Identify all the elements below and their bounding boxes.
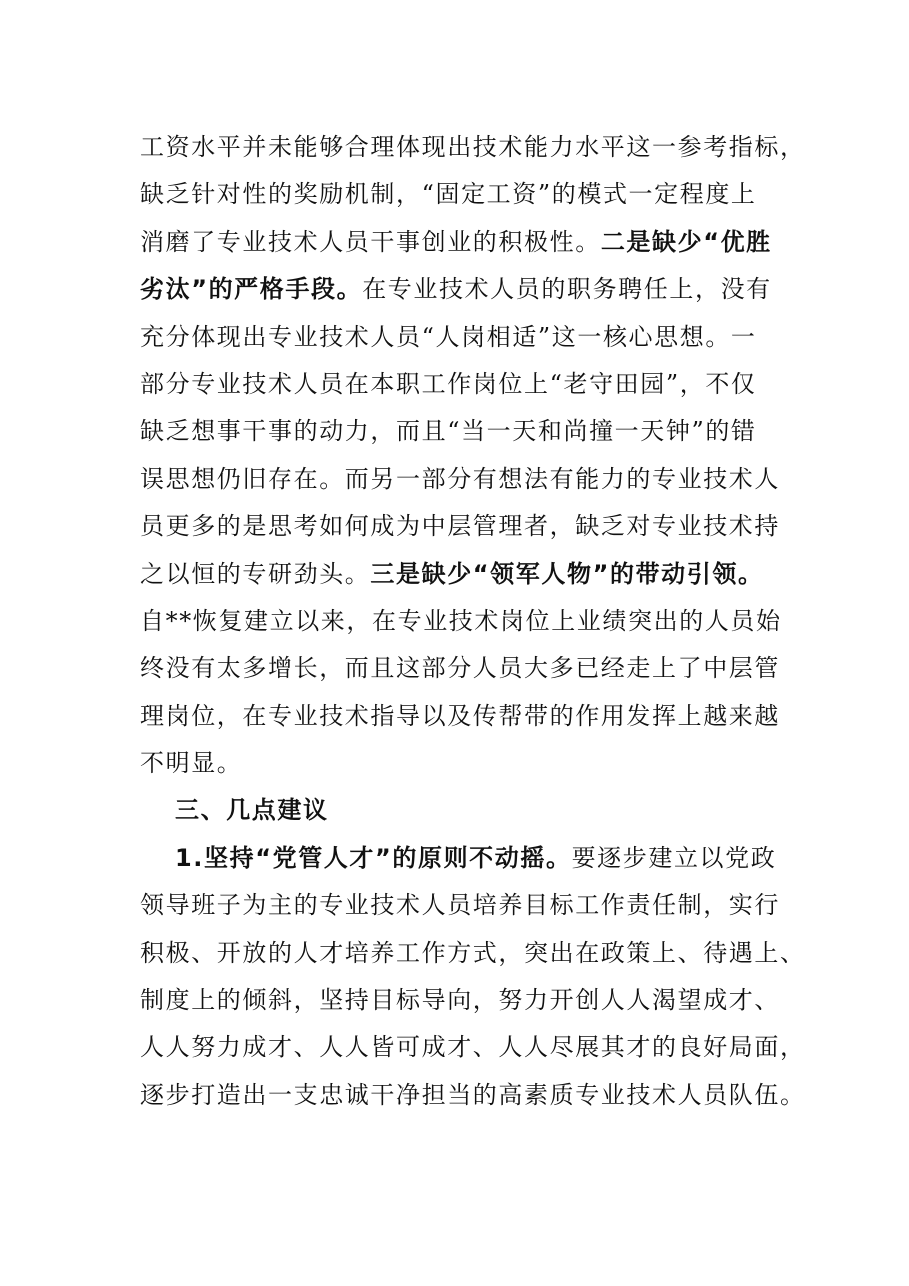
text-line bbox=[140, 266, 780, 313]
text-run: 误思想仍旧存在。而另一部分有想法有能力的专业技术人 bbox=[140, 464, 780, 493]
text-line bbox=[140, 551, 780, 598]
text-run: 理岗位，在专业技术指导以及传帮带的作用发挥上越来越 bbox=[140, 701, 780, 730]
text-run: 缺乏想事干事的动力，而且“当一天和尚撞一天钟”的错 bbox=[140, 417, 757, 446]
text-line bbox=[140, 124, 806, 171]
text-run: 自**恢复建立以来，在专业技术岗位上业绩突出的人员始 bbox=[140, 606, 782, 635]
text-run: 员更多的是思考如何成为中层管理者，缺乏对专业技术持 bbox=[140, 512, 780, 541]
bold-phrase: 劣汰”的严格手段。 bbox=[140, 275, 363, 304]
text-line bbox=[140, 1024, 806, 1071]
text-run: 充分体现出专业技术人员“人岗相适”这一核心思想。一 bbox=[140, 322, 757, 351]
text-line bbox=[140, 598, 780, 645]
text-run: 工资水平并未能够合理体现出技术能力水平这一参考指标， bbox=[140, 133, 806, 161]
text-line bbox=[140, 977, 780, 1024]
text-line bbox=[140, 361, 780, 408]
text-line bbox=[140, 503, 780, 550]
text-run: 要逐步建立以党政 bbox=[571, 843, 777, 872]
text-run: 消磨了专业技术人员干事创业的积极性。 bbox=[140, 227, 601, 256]
text-line bbox=[140, 693, 780, 740]
section-heading: 1.坚持“党管人才”的原则不动摇。 bbox=[175, 843, 572, 872]
text-line bbox=[140, 1072, 806, 1119]
text-run: 逐步打造出一支忠诚干净担当的高素质专业技术人员队伍。 bbox=[140, 1080, 806, 1109]
text-line bbox=[140, 408, 780, 455]
text-run: 积极、开放的人才培养工作方式，突出在政策上、待遇上、 bbox=[140, 938, 806, 967]
bold-phrase: 二是缺少“优胜 bbox=[600, 227, 772, 256]
text-run: 之以恒的专研劲头。 bbox=[140, 559, 371, 588]
bold-phrase: 三是缺少“领军人物”的带动引领。 bbox=[370, 559, 764, 588]
text-line bbox=[140, 787, 780, 834]
text-run: 部分专业技术人员在本职工作岗位上“老守田园”，不仅 bbox=[140, 369, 757, 398]
text-run: 缺乏针对性的奖励机制，“固定工资”的模式一定程度上 bbox=[140, 180, 757, 209]
text-run: 制度上的倾斜，坚持目标导向，努力开创人人渴望成才、 bbox=[140, 986, 780, 1015]
text-line bbox=[140, 219, 780, 266]
text-line bbox=[140, 171, 780, 218]
text-line bbox=[140, 740, 780, 787]
text-line bbox=[140, 882, 780, 929]
text-run: 在专业技术人员的职务聘任上，没有 bbox=[362, 275, 772, 304]
document-body bbox=[140, 124, 806, 1119]
text-run: 领导班子为主的专业技术人员培养目标工作责任制，实行 bbox=[140, 891, 780, 920]
text-run: 终没有太多增长，而且这部分人员大多已经走上了中层管 bbox=[140, 654, 780, 683]
text-line bbox=[140, 456, 780, 503]
text-line bbox=[140, 930, 806, 977]
text-line bbox=[140, 645, 780, 692]
text-line bbox=[140, 835, 780, 882]
text-line bbox=[140, 314, 780, 361]
text-run: 人人努力成才、人人皆可成才、人人尽展其才的良好局面， bbox=[140, 1033, 806, 1062]
section-heading: 三、几点建议 bbox=[175, 796, 329, 825]
text-run: 不明显。 bbox=[140, 749, 243, 778]
